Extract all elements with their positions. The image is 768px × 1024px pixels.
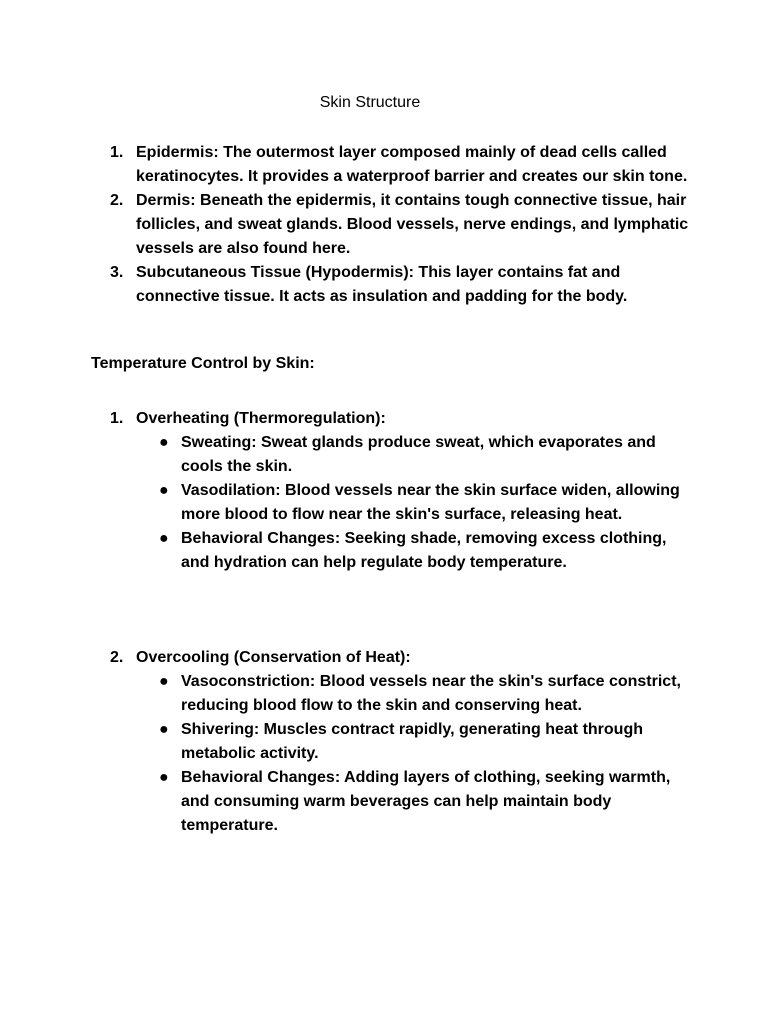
list-number: 1.: [110, 144, 124, 161]
list-item: [155, 670, 690, 718]
group-heading-text: Overheating (Thermoregulation):: [136, 410, 386, 427]
list-number: 2.: [110, 649, 124, 666]
list-item-text: Behavioral Changes: Seeking shade, removing excess clothing, and hydration can help regulate body temperature.: [181, 530, 667, 571]
page-title: Skin Structure: [319, 94, 421, 111]
list-number: 3.: [110, 264, 124, 281]
bullet-icon: ●: [159, 482, 169, 499]
list-item: [155, 718, 690, 766]
list-item-text: Shivering: Muscles contract rapidly, generating heat through metabolic activity.: [181, 721, 643, 762]
list-item-text: Epidermis: The outermost layer composed mainly of dead cells called keratinocytes. It provides a waterproof barrier and creates our skin tone.: [136, 144, 688, 185]
list-number: 1.: [110, 410, 124, 427]
list-item: [155, 766, 690, 838]
section-heading: Temperature Control by Skin:: [91, 355, 315, 372]
bullet-icon: ●: [159, 721, 169, 738]
bullet-list: [155, 670, 690, 838]
list-item: [110, 141, 690, 189]
list-item: [155, 527, 690, 575]
group-heading: [110, 646, 690, 670]
bullet-icon: ●: [159, 530, 169, 547]
bullet-icon: ●: [159, 769, 169, 786]
overheating-section: [110, 407, 690, 575]
overcooling-section: [110, 646, 690, 838]
list-item: [155, 479, 690, 527]
list-item-text: Subcutaneous Tissue (Hypodermis): This layer contains fat and connective tissue. It acts as insulation and padding for the body.: [136, 264, 628, 305]
list-item: [110, 261, 690, 309]
bullet-list: [155, 431, 690, 575]
bullet-icon: ●: [159, 673, 169, 690]
skin-layers-list: [110, 141, 690, 309]
list-item-text: Vasodilation: Blood vessels near the skin surface widen, allowing more blood to flow near the skin's surface, releasing heat.: [181, 482, 680, 523]
group-heading-text: Overcooling (Conservation of Heat):: [136, 649, 411, 666]
list-item-text: Dermis: Beneath the epidermis, it contains tough connective tissue, hair follicles, and sweat glands. Blood vessels, nerve endings, and lymphatic vessels are also found here.: [136, 192, 689, 257]
list-item: [110, 189, 690, 261]
list-item: [155, 431, 690, 479]
list-item-text: Sweating: Sweat glands produce sweat, which evaporates and cools the skin.: [181, 434, 656, 475]
bullet-icon: ●: [159, 434, 169, 451]
list-item-text: Behavioral Changes: Adding layers of clothing, seeking warmth, and consuming warm beverages can help maintain body temperature.: [181, 769, 671, 834]
group-heading: [110, 407, 690, 431]
list-item-text: Vasoconstriction: Blood vessels near the skin's surface constrict, reducing blood flow to the skin and conserving heat.: [181, 673, 681, 714]
list-number: 2.: [110, 192, 124, 209]
